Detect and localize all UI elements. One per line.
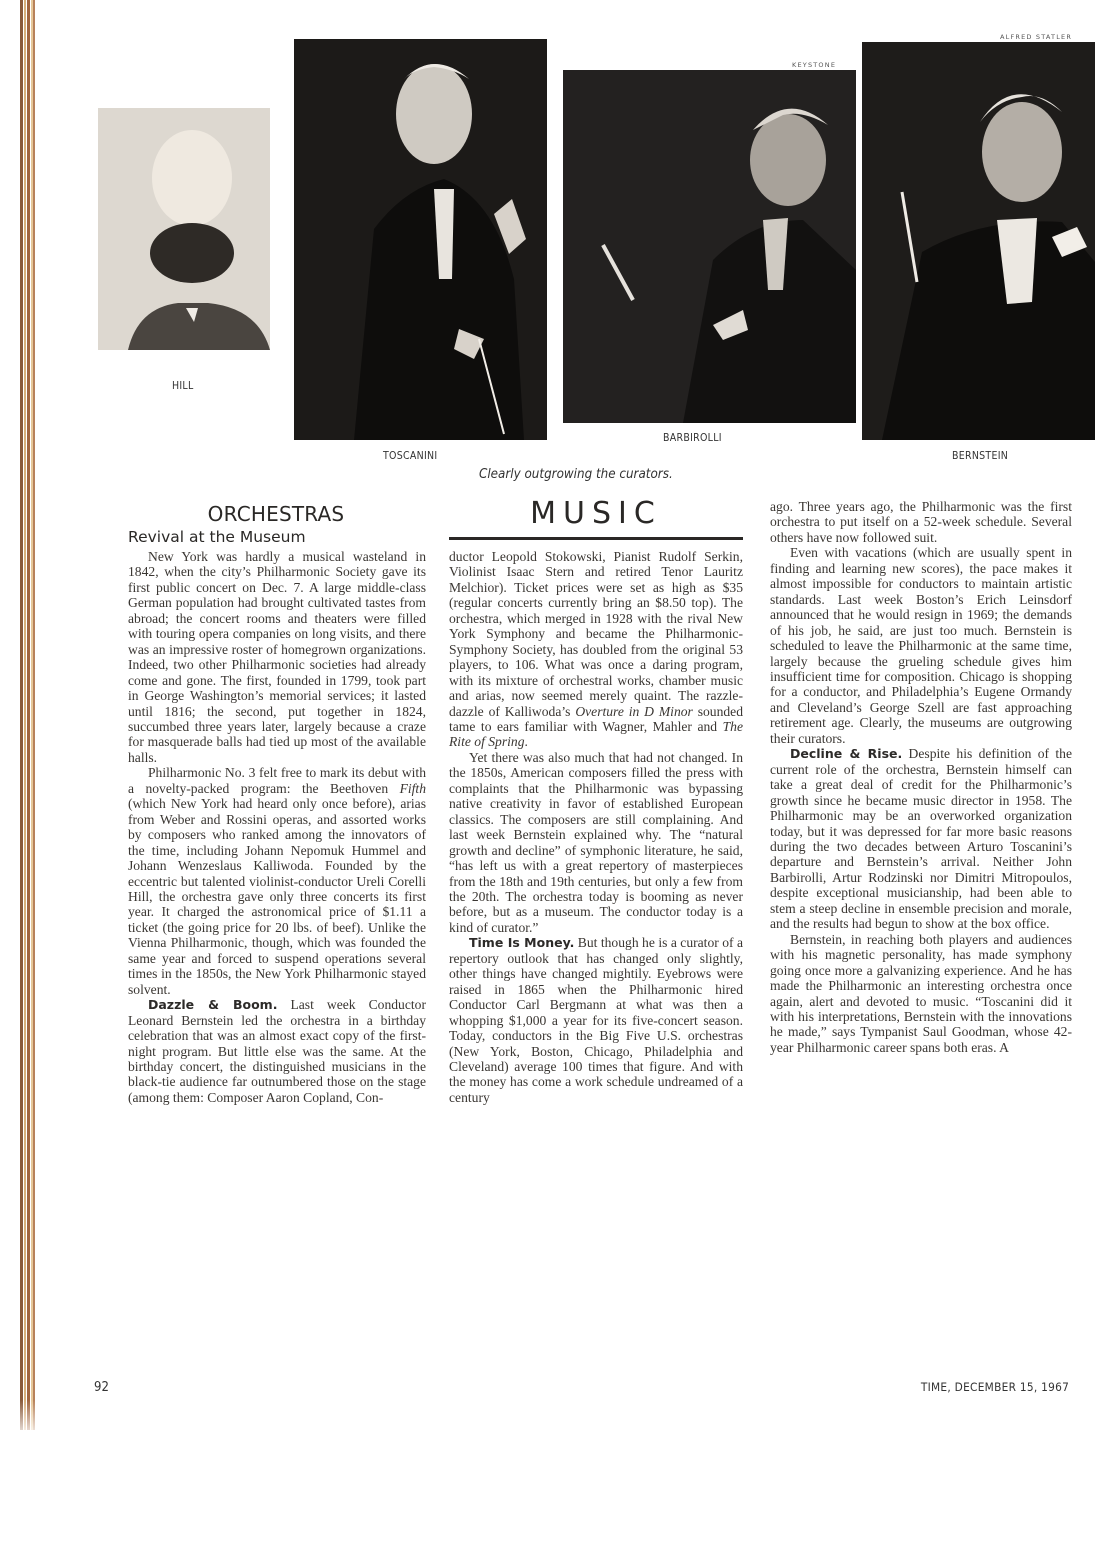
article-column-3: [770, 499, 1072, 1055]
page-binding-edge: [0, 0, 44, 1430]
photo-hill: [98, 108, 270, 350]
paragraph: Dazzle & Boom. Last week Conductor Leonard Bernstein led the orchestra in a birthday celebration that was an almost exact copy of the first-night program. But little else was the same. At the birthday concert, the distinguished musicians in the black-tie audience far outnumbered those on the stage (among them: Composer Aaron Copland, Con-: [128, 997, 426, 1105]
department-title: MUSIC: [530, 496, 662, 531]
paragraph: Even with vacations (which are usually spent in finding and learning new scores), the pace makes it almost impossible for conductors to maintain artistic standards. Last week Boston’s Erich Leinsdorf announced that he would resign in 1969; the demands of his job, he said, are just too much. Bernstein is scheduled to leave the Philharmonic at the same time, largely because the grueling schedule gives him insufficient time for composition. Chicago is shopping for a conductor, and Philadelphia’s Eugene Ormandy and Cleveland’s George Szell are fast approaching retirement age. Clearly, the museums are outgrowing their curators.: [770, 545, 1072, 746]
paragraph: Decline & Rise. Despite his definition of the current role of the orchestra, Bernstein himself can take a great deal of credit for the Philharmonic’s growth since he became music director in 1958. The Philharmonic may be an overworked organization today, but it was depressed for far more basic reasons during the two decades between Arturo Toscanini’s departure and Bernstein’s arrival. Neither John Barbirolli, Artur Rodzinski nor Dimitri Mitropoulos, despite exceptional musicianship, had been able to stem a steep decline in ensemble precision and morale, and the results had begun to show at the box office.: [770, 746, 1072, 932]
photo-label-hill: HILL: [172, 380, 194, 392]
page-number: 92: [94, 1380, 109, 1395]
photo-barbirolli: [563, 70, 856, 423]
paragraph: ductor Leopold Stokowski, Pianist Rudolf Serkin, Violinist Isaac Stern and retired Tenor Lauritz Melchior). Ticket prices were set as high as $35 (regular concerts currently bring an $8.50 top). The orchestra, which merged in 1928 with the rival New York Symphony and became the Philharmonic-Symphony Society, has doubled from the original 53 players, to 106. What was once a daring program, with its mixture of orchestral works, chamber music and arias, now seemed merely quaint. The razzle-dazzle of Kalliwoda’s Overture in D Minor sounded tame to ears familiar with Wagner, Mahler and The Rite of Spring.: [449, 549, 744, 750]
photo-credit-keystone: KEYSTONE: [792, 61, 837, 69]
story-title: Revival at the Museum: [128, 528, 306, 546]
photo-caption: Clearly outgrowing the curators.: [479, 467, 673, 482]
paragraph: Time Is Money. But though he is a curator of a repertory outlook that has changed only slightly, other things have changed mightily. Eyebrows were raised in 1865 when the Philharmonic hired Conductor Carl Bergmann at what was then a whopping $1,000 a year for its five-concert season. Today, conductors in the Big Five U.S. orchestras (New York, Boston, Chicago, Philadelphia and Cleveland) average 100 times that figure. And with the money has come a work schedule undreamed of a century: [449, 935, 743, 1105]
portrait-toscanini-image: [294, 39, 547, 440]
section-heading: ORCHESTRAS: [207, 502, 345, 526]
photo-credit-alfred-statler: ALFRED STATLER: [1000, 33, 1073, 41]
photo-label-toscanini: TOSCANINI: [383, 450, 438, 462]
paragraph: Philharmonic No. 3 felt free to mark its debut with a novelty-packed program: the Beethoven Fifth (which New York had heard only once before), arias from Weber and Rossini operas, and assorted works by composers who ranked among the innovators of the time, including Johann Nepomuk Hummel and Johann Wenzeslaus Kalliwoda. Founded by the eccentric but talented violinist-conductor Ureli Corelli Hill, the orchestra gave only three concerts its first year. It charged the astronomical price of $1.11 a ticket (the going price for 20 lbs. of beef). Unlike the Vienna Philharmonic, though, which was founded the same year and forced to suspend operations several times in the 1850s, the New York Philharmonic stayed solvent.: [128, 765, 426, 997]
photo-label-barbirolli: BARBIROLLI: [663, 432, 722, 444]
subhead-decline-rise: Decline & Rise.: [790, 746, 903, 762]
photo-bernstein: [862, 42, 1095, 440]
department-rule: [449, 537, 743, 540]
paragraph: New York was hardly a musical wasteland in 1842, when the city’s Philharmonic Society gave its first public concert on Dec. 7. A large middle-class German population had brought cultivated tastes from abroad; the concert rooms and theaters were filled with touring opera companies on long visits, and there was an impressive roster of homegrown organizations. Indeed, two other Philharmonic societies had already come and gone. The first, founded in 1799, took part in George Washington’s memorial services; it lasted until 1816; the second, put together in 1824, succumbed three years later, largely because a craze for masquerade balls had tied up most of the available halls.: [128, 549, 426, 765]
photo-toscanini: [294, 39, 547, 440]
subhead-dazzle-boom: Dazzle & Boom.: [148, 997, 278, 1013]
paragraph: Yet there was also much that had not changed. In the 1850s, American composers filled the press with complaints that the Philharmonic was bypassing native creativity in favor of established European classics. The composers are still complaining. And last week Bernstein explained why. The “natural growth and decline” of symphonic literature, he said, “has left us with a great repertory of masterpieces from the 18th and 19th centuries, but only a few from the 20th. The orchestra today is booming as never before, but as a museum. The conductor today is a kind of curator.”: [449, 749, 743, 935]
article-column-1: [128, 549, 426, 1105]
portrait-barbirolli-image: [563, 70, 856, 423]
paragraph: ago. Three years ago, the Philharmonic was the first orchestra to put itself on a 52-week schedule. Several others have now followed suit.: [770, 499, 1072, 545]
portrait-hill-image: [98, 108, 270, 350]
dateline: TIME, DECEMBER 15, 1967: [920, 1380, 1069, 1394]
photo-label-bernstein: BERNSTEIN: [952, 450, 1009, 462]
paragraph: Bernstein, in reaching both players and audiences with his magnetic personality, has made symphony going once more a galvanizing experience. And he has made the Philharmonic an interesting orchestra once again, alert and devoted to music. “Toscanini did it with his interpretations, Bernstein with the innovations he made,” says Tympanist Saul Goodman, whose 42-year Philharmonic career spans both eras. A: [770, 931, 1072, 1055]
article-column-2: [449, 549, 743, 1105]
portrait-bernstein-image: [862, 42, 1095, 440]
subhead-time-is-money: Time Is Money.: [469, 935, 575, 951]
